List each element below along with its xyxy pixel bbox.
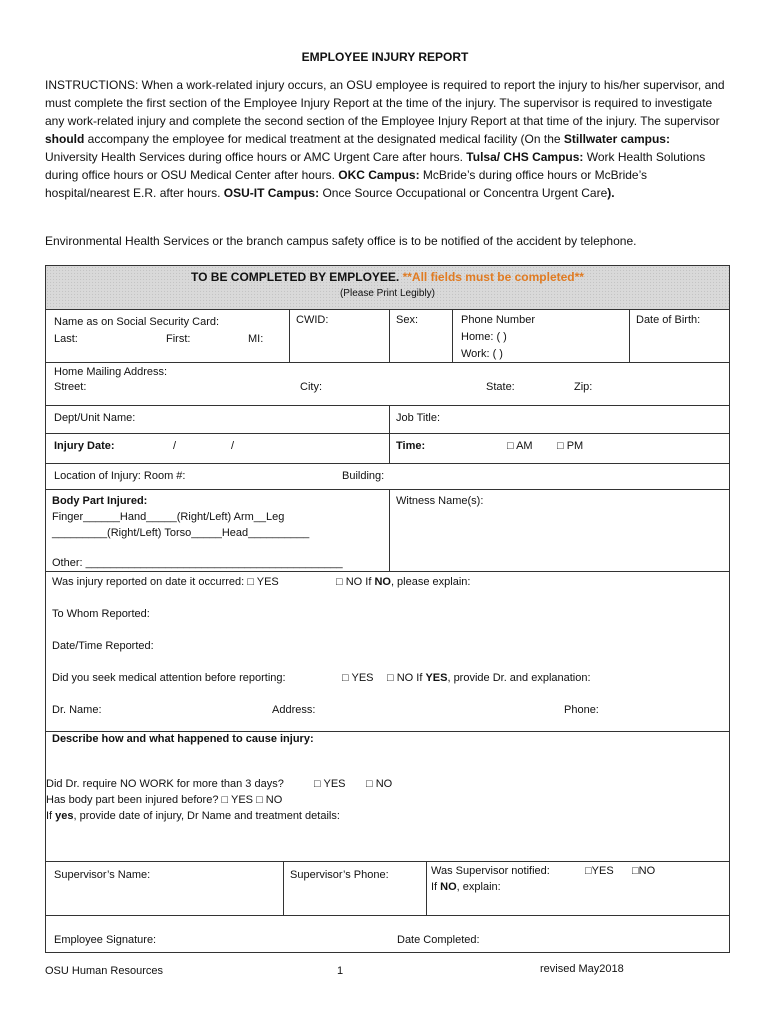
name-cell[interactable] <box>46 310 289 362</box>
dr-name-label: Dr. Name: <box>52 704 102 716</box>
job-title-cell[interactable] <box>389 406 731 433</box>
phone-cell[interactable] <box>452 310 629 362</box>
nowork-no-checkbox[interactable]: □ NO <box>366 778 393 790</box>
pm-checkbox[interactable]: □ PM <box>557 440 584 452</box>
supervisor-phone-label: Supervisor’s Phone: <box>290 869 389 881</box>
row-address[interactable] <box>46 362 729 405</box>
state-label: State: <box>486 381 515 393</box>
no-bold-2: NO <box>440 881 457 893</box>
date-slash-1: / <box>173 440 177 452</box>
if-text: If <box>46 810 56 822</box>
nowork-question: Did Dr. require NO WORK for more than 3 days? <box>46 778 284 790</box>
dob-label: Date of Birth: <box>636 314 701 326</box>
instructions-should: should <box>45 132 85 146</box>
form-header-subtitle: (Please Print Legibly) <box>339 288 436 299</box>
body-part-label: Body Part Injured: <box>52 495 148 507</box>
row-supervisor <box>46 861 729 915</box>
location-label: Location of Injury: Room #: <box>54 470 186 482</box>
employee-signature-label[interactable]: Employee Signature: <box>54 934 157 946</box>
body-part-line-2: _________(Right/Left) Torso_____Head__________ <box>52 527 310 539</box>
env-note: Environmental Health Services or the branch campus safety office is to be notified of the accident by telephone. <box>45 234 637 248</box>
seek-no-option[interactable] <box>387 672 591 684</box>
footer-page-number: 1 <box>337 965 344 977</box>
instructions-paragraph <box>45 76 725 202</box>
footer-org: OSU Human Resources <box>45 965 163 977</box>
describe-label: Describe how and what happened to cause injury: <box>52 733 314 745</box>
row-dept <box>46 405 729 433</box>
injury-date-label: Injury Date: <box>54 440 115 452</box>
instructions-text-1: INSTRUCTIONS: When a work-related injury occurs, an OSU employee is required to report the injury to his/her supervisor, and must complete the first section of the Employee Injury Report at the time of the injury. The supervisor is required to investigate any work-related injury and complete the second section of the Employee Injury Report at that time of the injury. The supervisor <box>45 78 725 128</box>
supervisor-notified-cell <box>426 862 731 915</box>
supervisor-yes-checkbox[interactable]: □YES <box>585 865 614 877</box>
home-phone-label: Home: ( ) <box>461 331 507 343</box>
phone-label: Phone: <box>564 704 599 716</box>
reported-no-option[interactable] <box>336 576 470 588</box>
if2-text: If <box>431 881 441 893</box>
supervisor-name-cell[interactable] <box>46 862 283 915</box>
city-label: City: <box>300 381 322 393</box>
instructions-text-5: McBride’s during office hours or McBride’s hospital/nearest E.R. after hours. <box>45 168 648 200</box>
before-question[interactable]: Has body part been injured before? □ YES □ NO <box>46 794 283 806</box>
dept-cell[interactable] <box>46 406 389 433</box>
header-required: **All fields must be completed** <box>402 270 584 284</box>
to-whom-label: To Whom Reported: <box>52 608 150 620</box>
building-label: Building: <box>342 470 385 482</box>
last-label: Last: <box>54 333 78 345</box>
reported-no-bold: NO <box>374 576 391 588</box>
footer-revision: revised May2018 <box>540 963 624 975</box>
reported-question[interactable]: Was injury reported on date it occurred: □ YES <box>52 576 279 588</box>
address-label: Address: <box>272 704 316 716</box>
form-header <box>46 266 729 309</box>
seek-provide: , provide Dr. and explanation: <box>447 672 591 684</box>
sex-cell[interactable] <box>389 310 452 362</box>
work-phone-label: Work: ( ) <box>461 348 503 360</box>
instructions-text-3: University Health Services during office hours or AMC Urgent Care after hours. <box>45 150 467 164</box>
nowork-yes-checkbox[interactable]: □ YES <box>314 778 346 790</box>
seek-no-text: □ NO If <box>387 672 426 684</box>
instructions-text-4: Work Health Solutions during office hours or OSU Medical Center after hours. <box>45 150 706 182</box>
row-identity <box>46 309 729 362</box>
injury-date-cell[interactable] <box>46 434 389 463</box>
zip-label: Zip: <box>574 381 593 393</box>
time-label: Time: <box>396 440 426 452</box>
phone-number-label: Phone Number <box>461 314 535 326</box>
first-label: First: <box>166 333 191 345</box>
page-title: EMPLOYEE INJURY REPORT <box>301 50 469 64</box>
cwid-cell[interactable] <box>289 310 389 362</box>
reported-no-text: □ NO If <box>336 576 375 588</box>
seek-yes-bold: YES <box>425 672 448 684</box>
supervisor-name-label: Supervisor’s Name: <box>54 869 151 881</box>
sex-label: Sex: <box>396 314 419 326</box>
dept-label: Dept/Unit Name: <box>54 412 136 424</box>
name-label: Name as on Social Security Card: <box>54 316 220 328</box>
supervisor-notified-label: Was Supervisor notified: <box>431 865 550 877</box>
other-label: Other: __________________________________________ <box>52 557 343 569</box>
osuit-campus-label: OSU-IT Campus: <box>223 186 320 200</box>
row-signature <box>46 915 729 954</box>
supervisor-phone-cell[interactable] <box>283 862 426 915</box>
date-time-label: Date/Time Reported: <box>52 640 154 652</box>
row-location[interactable] <box>46 463 729 489</box>
am-checkbox[interactable]: □ AM <box>507 440 533 452</box>
time-cell <box>389 434 731 463</box>
row-describe[interactable] <box>46 731 729 861</box>
date-slash-2: / <box>231 440 235 452</box>
seek-yes-checkbox[interactable]: □ YES <box>342 672 374 684</box>
job-title-label: Job Title: <box>396 412 441 424</box>
seek-question: Did you seek medical attention before reporting: <box>52 672 286 684</box>
if-yes-provide <box>46 810 340 822</box>
row-body-part <box>46 489 729 571</box>
supervisor-explain[interactable] <box>431 881 501 893</box>
body-part-cell[interactable] <box>46 490 389 571</box>
tulsa-campus-label: Tulsa/ CHS Campus: <box>466 150 584 164</box>
dob-cell[interactable] <box>629 310 731 362</box>
street-label: Street: <box>54 381 87 393</box>
witness-label: Witness Name(s): <box>396 495 484 507</box>
stillwater-campus-label: Stillwater campus: <box>563 132 670 146</box>
header-main: TO BE COMPLETED BY EMPLOYEE. <box>191 270 403 284</box>
body-part-line-1: Finger______Hand_____(Right/Left) Arm__Leg <box>52 511 285 523</box>
reported-explain: , please explain: <box>390 576 471 588</box>
explain2-text: , explain: <box>456 881 501 893</box>
row-injury-date <box>46 433 729 463</box>
date-completed-label[interactable]: Date Completed: <box>397 934 480 946</box>
mi-label: MI: <box>248 333 264 345</box>
supervisor-no-checkbox[interactable]: □NO <box>632 865 656 877</box>
provide-text: , provide date of injury, Dr Name and treatment details: <box>73 810 340 822</box>
witness-cell[interactable] <box>389 490 731 571</box>
yes-bold: yes <box>55 810 74 822</box>
row-reporting <box>46 571 729 731</box>
instructions-end: ). <box>607 186 615 200</box>
okc-campus-label: OKC Campus: <box>338 168 420 182</box>
form-header-title <box>46 270 729 284</box>
instructions-text-6: Once Source Occupational or Concentra Urgent Care <box>319 186 608 200</box>
cwid-label: CWID: <box>296 314 329 326</box>
home-mailing-label: Home Mailing Address: <box>54 366 168 378</box>
instructions-text-2: accompany the employee for medical treatment at the designated medical facility (On the <box>84 132 564 146</box>
employee-form <box>45 265 730 953</box>
